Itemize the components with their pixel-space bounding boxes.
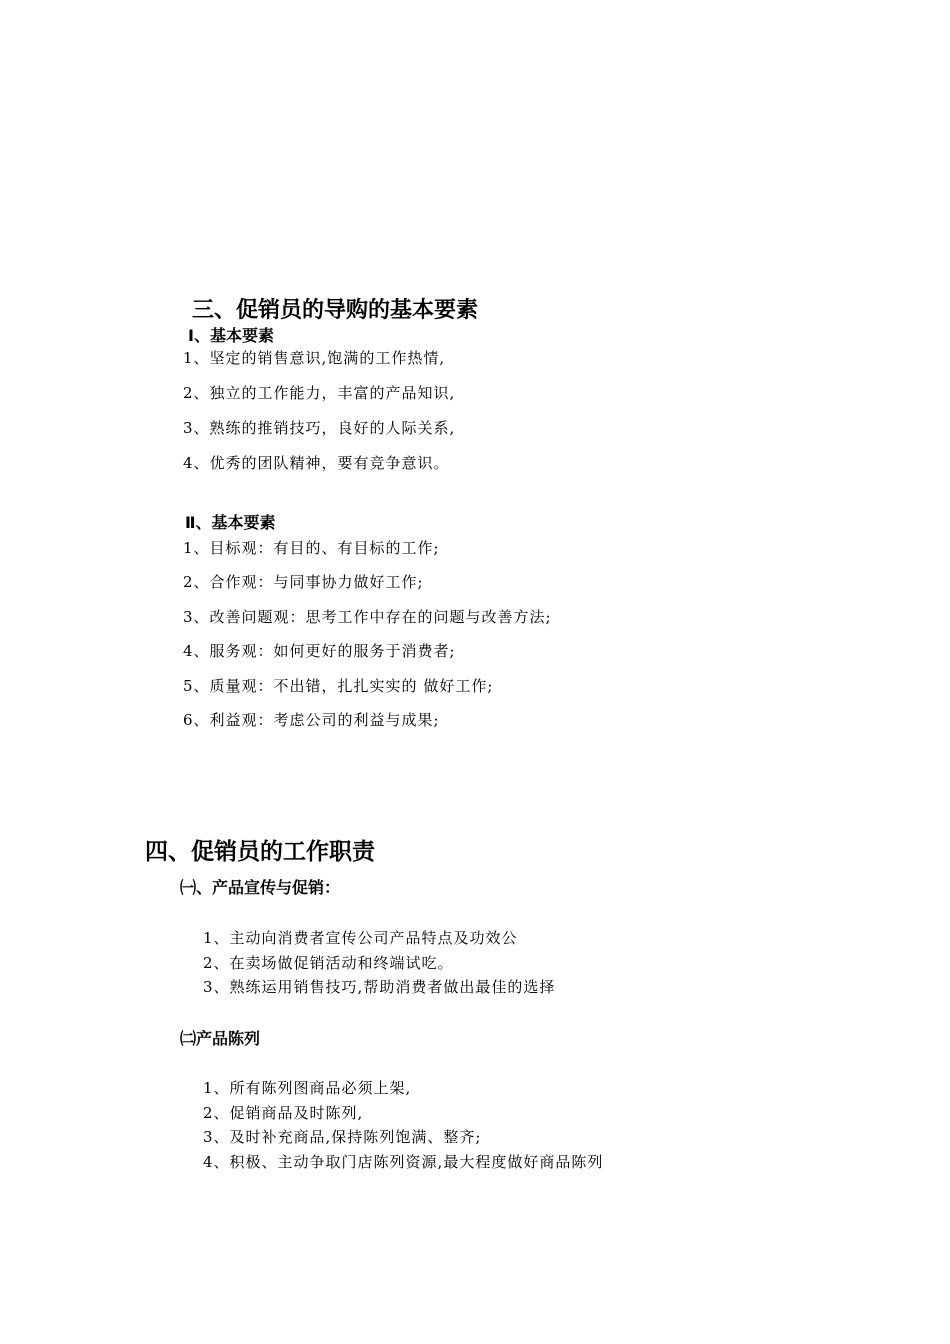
list-item: 1、所有陈列图商品必须上架,	[203, 1079, 412, 1097]
list-item: 3、及时补充商品,保持陈列饱满、整齐;	[203, 1128, 482, 1146]
list-item: 5、质量观：不出错，扎扎实实的 做好工作;	[183, 676, 494, 695]
section-3-part-2-list	[183, 537, 552, 743]
list-item: 1、坚定的销售意识,饱满的工作热情,	[183, 349, 446, 367]
list-item: 4、积极、主动争取门店陈列资源,最大程度做好商品陈列	[203, 1152, 604, 1171]
list-item: 6、利益观：考虑公司的利益与成果;	[183, 710, 440, 729]
list-item: 1、目标观：有目的、有目标的工作;	[183, 539, 440, 557]
list-item: 4、优秀的团队精神，要有竞争意识。	[183, 454, 450, 472]
section-4-part-1-title: ㈠、产品宣传与促销：	[180, 878, 341, 897]
section-4-part-2-list	[203, 1077, 603, 1175]
list-item: 2、独立的工作能力，丰富的产品知识,	[183, 384, 456, 402]
list-item: 2、合作观：与同事协力做好工作;	[183, 573, 424, 592]
section-3-part-2-title: Ⅱ、基本要素	[185, 513, 276, 532]
list-item: 3、熟练运用销售技巧,帮助消费者做出最佳的选择	[203, 978, 556, 996]
section-4-part-1-list	[203, 927, 555, 1001]
section-4-title: 四、促销员的工作职责	[145, 839, 375, 865]
section-3-part-1-list	[183, 347, 455, 487]
list-item: 3、熟练的推销技巧，良好的人际关系,	[183, 419, 456, 437]
list-item: 1、主动向消费者宣传公司产品特点及功效公	[203, 929, 518, 947]
list-item: 2、在卖场做促销活动和终端试吃。	[203, 953, 454, 972]
list-item: 4、服务观：如何更好的服务于消费者;	[183, 642, 456, 661]
list-item: 2、促销商品及时陈列,	[203, 1103, 364, 1122]
section-4-part-2-title: ㈡产品陈列	[180, 1029, 261, 1048]
section-3-part-1-title: Ⅰ、基本要素	[188, 326, 274, 345]
list-item: 3、改善问题观：思考工作中存在的问题与改善方法;	[183, 607, 552, 626]
section-3-title: 三、促销员的导购的基本要素	[192, 298, 479, 323]
